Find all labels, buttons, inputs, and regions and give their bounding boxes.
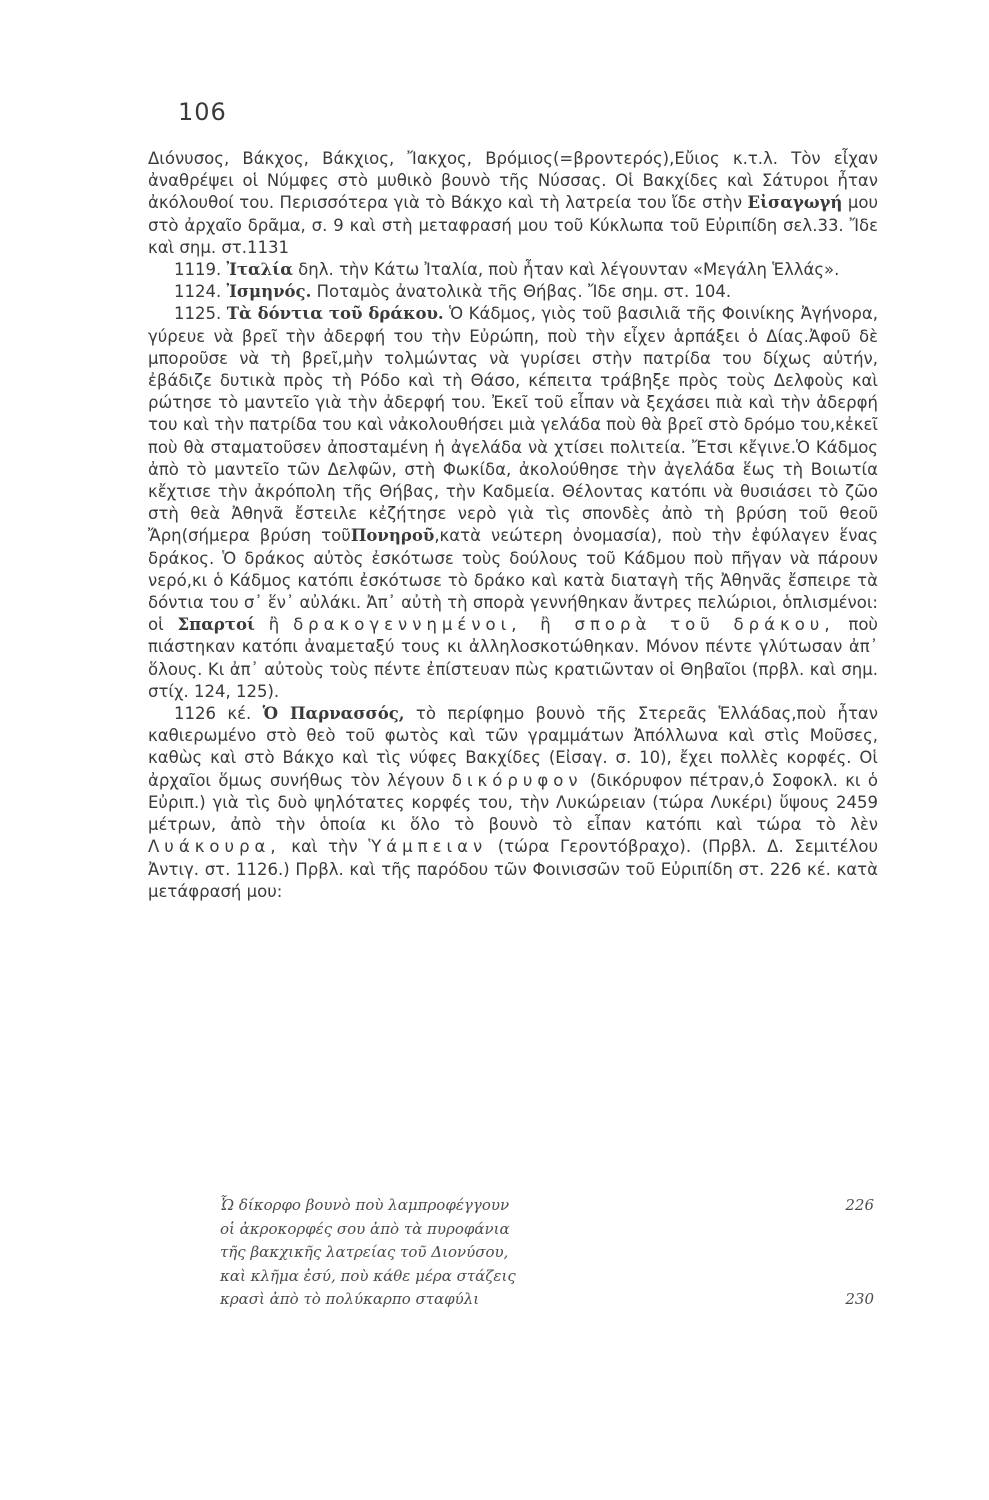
note-1119-heading: Ἰταλία: [226, 260, 293, 280]
note-1124-number: 1124.: [174, 282, 227, 302]
verse-line-text: καὶ κλῆμα ἐσύ, ποὺ κάθε μέρα στάζεις: [220, 1266, 516, 1285]
page-number: 106: [178, 98, 227, 126]
note-1119-number: 1119.: [174, 260, 227, 280]
note-1126-text-c: καὶ τὴν: [280, 837, 369, 857]
dionysus-text-a: Διόνυσος, Βάκχος, Βάκχιος, Ἴακχος, Βρόμιος(=βροντερός),Εὔιος κ.τ.λ. Τὸν εἶχαν ἀναθρέψει οἱ Νύμφες στὸ μυθικὸ βουνὸ τῆς Νύσσας. Οἱ Βακχίδες καὶ Σάτυροι ἦταν ἀκόλουθοί του. Περισσότερα γιὰ τὸ Βάκχο καὶ τὴ λατρεία του ἴδε στὴν: [148, 149, 878, 213]
note-1124-heading: Ἰσμηνός.: [226, 282, 312, 302]
verse-line-text: Ὦ δίκορφο βουνὸ ποὺ λαμπροφέγγουν: [220, 1196, 510, 1214]
yampeian-word: Ὑάμπειαν: [368, 837, 488, 857]
note-1126-text-b: (δικόρυφον πέτραν,ὁ Σοφοκλ. κι ὁ Εὐριπ.) γιὰ τὶς δυὸ ψηλότατες κορφές του, τὴν Λυκώρειαν (τώρα Λυκέρι) ὕψους 2459 μέτρων, ἀπὸ τὴν ὁποία κι ὅλο τὸ βουνὸ τὸ εἶπαν κατόπι καὶ τώρα τὸ λὲν: [148, 770, 878, 835]
verse-line-text: κρασὶ ἀπὸ τὸ πολύκαρπο σταφύλι: [220, 1290, 480, 1308]
note-1119: [148, 259, 878, 281]
note-1125-text-a: Ὁ Κάδμος, γιὸς τοῦ βασιλιᾶ τῆς Φοινίκης Ἀγήνορα, γύρευε νὰ βρεῖ τὴν ἀδερφή του τὴν Εὐρώπη, ποὺ τὴν εἶχεν ἁρπάξει ὁ Δίας.Ἀφοῦ δὲ μποροῦσε νὰ τὴ βρεῖ,μὴν τολμώντας νὰ γυρίσει στὴν πατρίδα του δίχως αὐτήν, ἐβάδιζε δυτικὰ πρὸς τὴ Ρόδο καὶ τὴ Θάσο, κέπειτα τράβηξε πρὸς τοὺς Δελφοὺς καὶ ρώτησε τὸ μαντεῖο γιὰ τὴν ἀδερφή του. Ἐκεῖ τοῦ εἶπαν νὰ ξεχάσει πιὰ καὶ τὴν ἀδερφή του καὶ τὴν πατρίδα του καὶ νἀκολουθήσει μιὰ γελάδα ποὺ θὰ βρεῖ στὸ δρόμο του,κἐκεῖ ποὺ θὰ σταματοῦσεν ἀποσταμένη ἡ ἀγελάδα νὰ χτίσει πολιτεία. Ἔτσι κἔγινε.Ὁ Κάδμος ἀπὸ τὸ μαντεῖο τῶν Δελφῶν, στὴ Φωκίδα, ἀκολούθησε τὴν ἀγελάδα ἕως τὴ Βοιωτία κἔχτισε τὴν ἀκρόπολη τῆς Θήβας, τὴν Καδμεία. Θέλοντας κατόπι νὰ θυσιάσει τὸ ζῶο στὴ θεὰ Ἀθηνᾶ ἔστειλε κἐζήτησε νερὸ γιὰ τὶς σπονδὲς ἀπὸ τὴ βρύση τοῦ θεοῦ Ἄρη(σήμερα βρύση τοῦ: [148, 304, 879, 546]
lyakoura-word: Λυάκουρα,: [148, 837, 281, 857]
spartoi-name: Σπαρτοί: [177, 615, 255, 635]
verse-line: [220, 1288, 880, 1312]
note-1126-text-a: τὸ περίφημο βουνὸ τῆς Στερεᾶς Ἑλλάδας,ποὺ ἦταν καθιερωμένο στὸ θεὸ τοῦ φωτὸς καὶ τῶν γραμμάτων Ἀπόλλωνα καὶ στὶς Μοῦσες, καθὼς καὶ στὸ Βάκχο καὶ τὶς νύφες Βακχίδες (Εἰσαγ. σ. 10), ἔχει πολλὲς κορφές. Οἱ ἀρχαῖοι ὅμως συνήθως τὸν λέγουν: [148, 704, 878, 790]
note-1126: [148, 703, 878, 903]
note-1125-heading: Τὰ δόντια τοῦ δράκου.: [226, 304, 444, 324]
note-1126-number: 1126 κέ.: [174, 704, 263, 724]
verse-line: [220, 1265, 880, 1289]
note-1125-number: 1125.: [174, 304, 227, 324]
note-1124-text: Ποταμὸς ἀνατολικὰ τῆς Θήβας. Ἴδε σημ. στ. 104.: [311, 282, 732, 302]
note-1124: [148, 281, 878, 303]
note-1126-text-d: (τώρα Γεροντόβραχο). (Πρβλ. Δ. Σεμιτέλου Ἀντιγ. στ. 1126.) Πρβλ. καὶ τῆς παρόδου τῶν Φοινισσῶν τοῦ Εὐριπίδη στ. 226 κέ. κατὰ μετάφρασή μου:: [148, 837, 879, 901]
eisagogi-title: Εἰσαγωγή: [747, 193, 843, 213]
poneros-name: Πονηροῦ: [350, 526, 435, 546]
verse-line: [220, 1241, 880, 1265]
verse-line-text: οἱ ἀκροκορφές σου ἀπὸ τὰ πυροφάνια: [220, 1219, 510, 1238]
verse-line: [220, 1218, 880, 1242]
note-1125-text-d: ποὺ πιάστηκαν κατόπι ἀναμεταξύ τους κι ἀλληλοσκοτώθηκαν. Μόνον πέντε γλύτωσαν ἀπ᾽ ὅλους. Κι ἀπ᾽ αὐτοὺς τοὺς πέντε ἐπίστευαν πὼς κρατιῶνταν οἱ Θηβαῖοι (πρβλ. καὶ σημ. στίχ. 124, 125).: [148, 615, 878, 701]
note-1125-text-b: ,κατὰ νεώτερη ὀνομασία), ποὺ τὴν ἐφύλαγεν ἕνας δράκος. Ὁ δράκος αὐτὸς ἐσκότωσε τοὺς δούλους τοῦ Κάδμου ποὺ πῆγαν νὰ πάρουν νερό,κι ὁ Κάδμος κατόπι ἐσκότωσε τὸ δράκο καὶ κατὰ διαταγὴ τῆς Ἀθηνᾶς ἔσπειρε τὰ δόντια του σ᾽ ἕν᾽ αὐλάκι. Ἀπ᾽ αὐτὴ τὴ σπορὰ γεννήθηκαν ἄντρες πελώριοι, ὁπλισμένοι: οἱ: [148, 526, 879, 635]
dionysus-text-b: μου στὸ ἀρχαῖο δρᾶμα, σ. 9 καὶ στὴ μεταφρασή μου τοῦ Κύκλωπα τοῦ Εὐριπίδη σελ.33. Ἴδε καὶ σημ. στ.1131: [148, 193, 878, 257]
verse-line-text: τῆς βακχικῆς λατρείας τοῦ Διονύσου,: [220, 1243, 509, 1261]
commentary-text: [148, 148, 878, 903]
verse-quotation: [220, 1194, 880, 1312]
dikoryfon-word: δικόρυφον: [451, 770, 583, 790]
paragraph-dionysus: [148, 148, 878, 259]
note-1125: [148, 303, 878, 703]
note-1125-text-c: ἢ: [255, 615, 294, 635]
verse-line: [220, 1194, 880, 1218]
note-1126-heading: Ὁ Παρνασσός,: [262, 704, 405, 724]
spartoi-gloss: δρακογεννημένοι, ἢ σπορὰ τοῦ δράκου,: [293, 615, 835, 635]
verse-line-number: 226: [845, 1196, 874, 1214]
verse-line-number: 230: [845, 1290, 874, 1308]
note-1119-text: δηλ. τὴν Κάτω Ἰταλία, ποὺ ἦταν καὶ λέγουνταν «Μεγάλη Ἑλλάς».: [292, 260, 840, 280]
